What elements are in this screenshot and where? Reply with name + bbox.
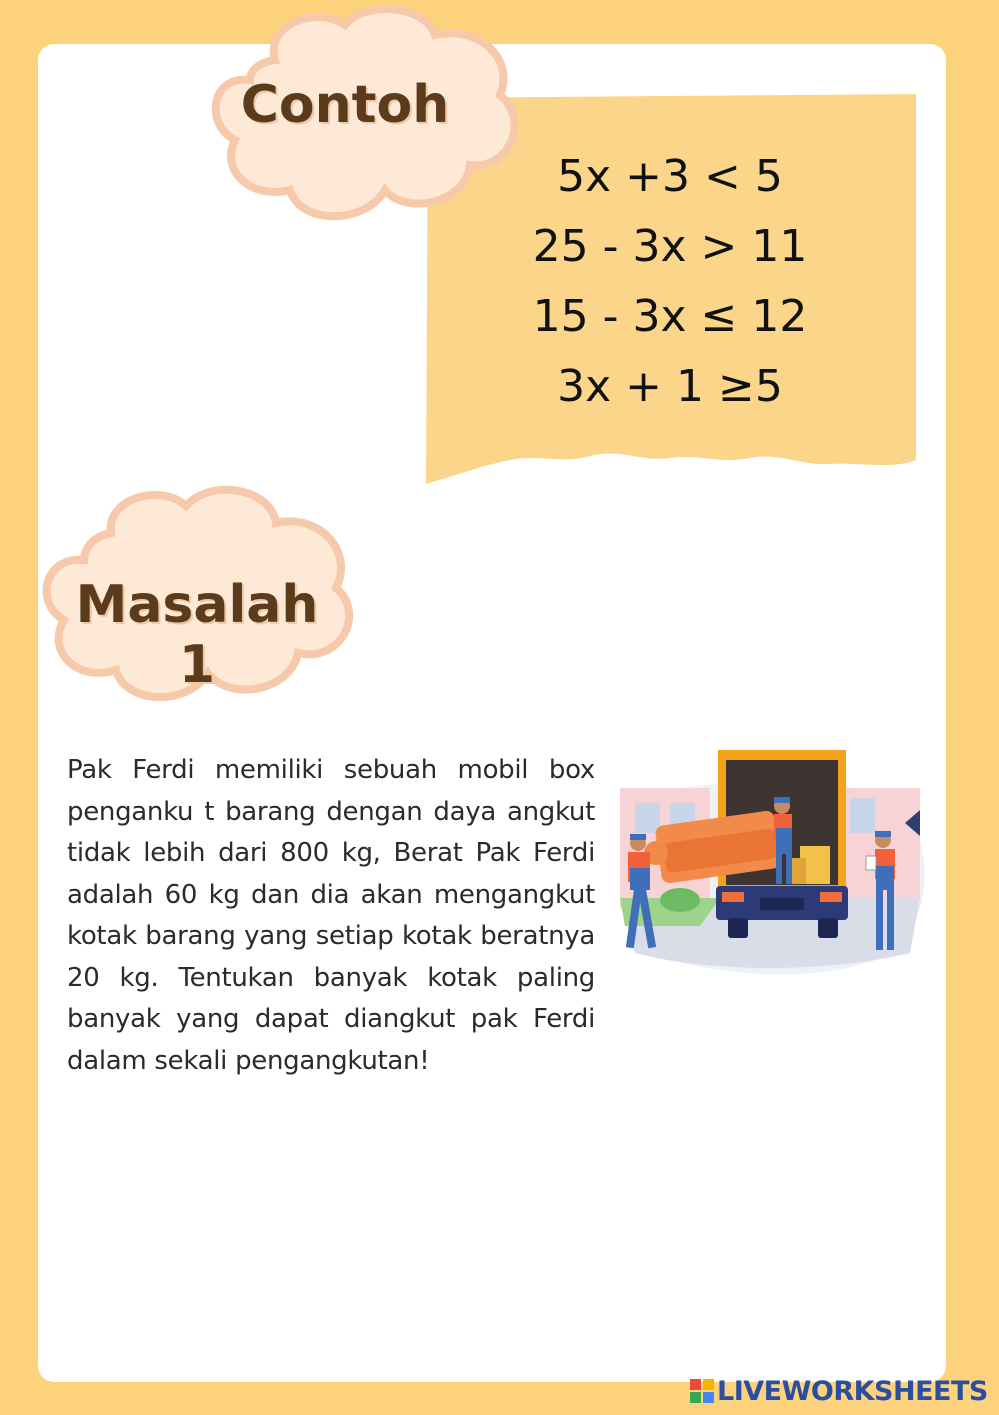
problem-text: Pak Ferdi memiliki sebuah mobil box penganku t barang dengan daya angkut tidak lebih dari 800 kg, Berat Pak Ferdi adalah 60 kg dan dia akan mengangkut kotak barang yang setiap kotak beratnya 20 kg. Tentukan banyak kotak paling banyak yang dapat diangkut pak Ferdi dalam sekali pengangkutan! bbox=[67, 755, 595, 1076]
example-equations bbox=[500, 148, 840, 428]
equation-4: 3x + 1 ≥5 bbox=[557, 361, 783, 412]
liveworksheets-logo-icon bbox=[690, 1379, 714, 1403]
equation-2: 25 - 3x > 11 bbox=[532, 221, 808, 272]
equation-1: 5x +3 < 5 bbox=[557, 151, 783, 202]
moving-truck-illustration bbox=[610, 748, 930, 978]
equation-3: 15 - 3x ≤ 12 bbox=[532, 291, 808, 342]
contoh-title: Contoh bbox=[240, 75, 450, 135]
liveworksheets-logo bbox=[690, 1374, 988, 1408]
masalah-title: Masalah 1 bbox=[75, 575, 319, 695]
brand-name: LIVEWORKSHEETS bbox=[717, 1375, 988, 1407]
